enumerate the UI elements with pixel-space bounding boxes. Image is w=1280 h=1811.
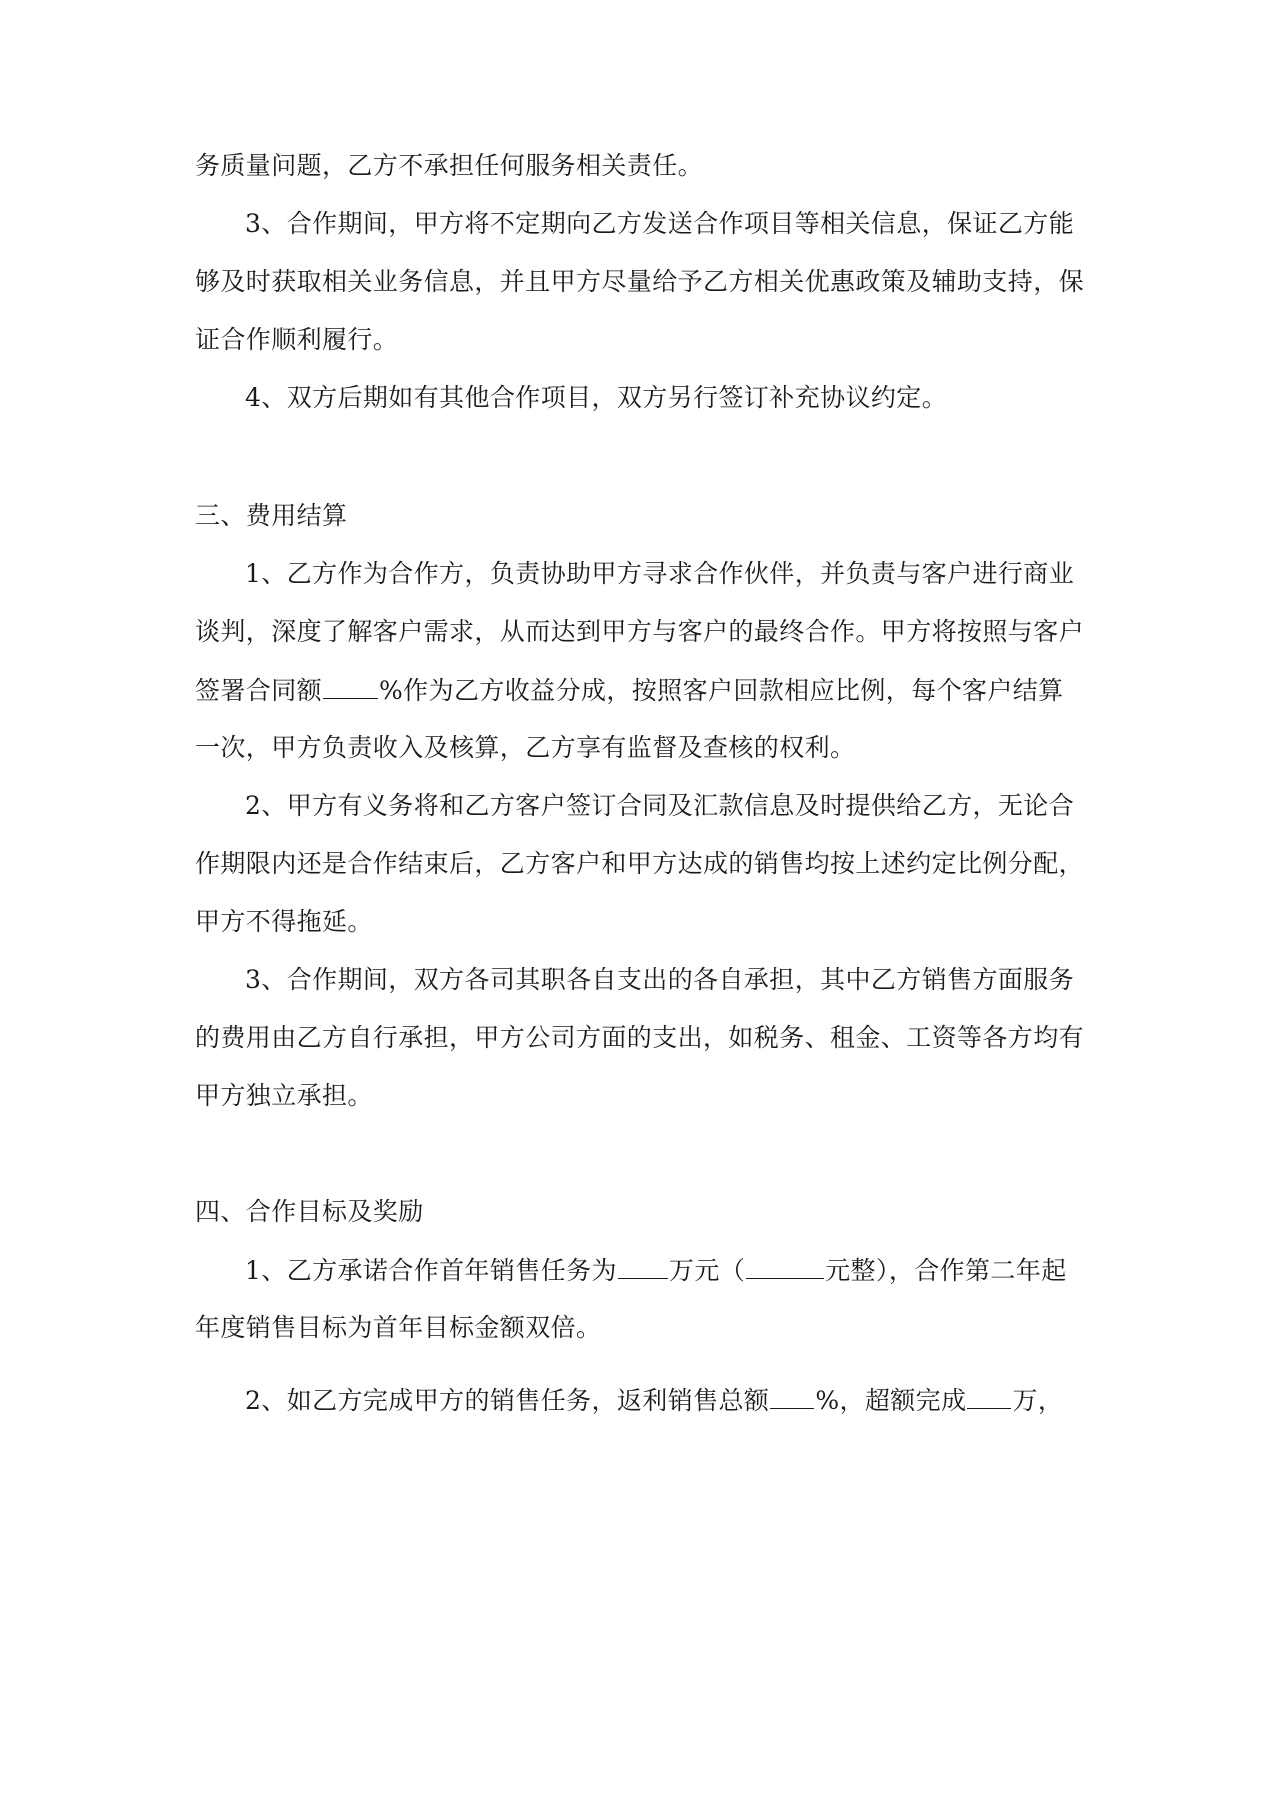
section2-item3-line3: 证合作顺利履行。 — [195, 325, 399, 354]
section3-item3-line3: 甲方独立承担。 — [195, 1081, 373, 1110]
section3-item2-line3: 甲方不得拖延。 — [195, 907, 373, 936]
section3-item1-line2: 谈判，深度了解客户需求，从而达到甲方与客户的最终合作。甲方将按照与客户 — [195, 617, 1085, 646]
section4-item1-line1 — [245, 1254, 1090, 1287]
section4-item2-text-b: %，超额完成 — [815, 1386, 967, 1415]
section2-item2-continuation: 务质量问题，乙方不承担任何服务相关责任。 — [195, 151, 704, 180]
section2-item3-line2: 够及时获取相关业务信息，并且甲方尽量给予乙方相关优惠政策及辅助支持，保 — [195, 267, 1085, 296]
revenue-share-percent-blank — [323, 674, 378, 699]
rebate-percent-blank — [770, 1384, 814, 1409]
section2-item4: 4、双方后期如有其他合作项目，双方另行签订补充协议约定。 — [245, 383, 948, 412]
excess-amount-blank — [967, 1384, 1011, 1409]
section3-item1-line1: 1、乙方作为合作方，负责协助甲方寻求合作伙伴，并负责与客户进行商业 — [245, 559, 1075, 588]
section4-item2-text-c: 万， — [1012, 1386, 1064, 1415]
section4-item1-text-a: 1、乙方承诺合作首年销售任务为 — [245, 1256, 617, 1285]
section3-item1-line3 — [195, 674, 1090, 707]
section3-item1-line4: 一次，甲方负责收入及核算，乙方享有监督及查核的权利。 — [195, 733, 856, 762]
section3-item2-line2: 作期限内还是合作结束后，乙方客户和甲方达成的销售均按上述约定比例分配， — [195, 849, 1085, 878]
section3-item1-line3-text-a: 签署合同额 — [195, 676, 323, 705]
sales-target-wan-blank — [618, 1254, 668, 1279]
section3-item2-line1: 2、甲方有义务将和乙方客户签订合同及汇款信息及时提供给乙方，无论合 — [245, 791, 1075, 820]
section4-item2-text-a: 2、如乙方完成甲方的销售任务，返利销售总额 — [245, 1386, 770, 1415]
section3-item3-line1: 3、合作期间，双方各司其职各自支出的各自承担，其中乙方销售方面服务 — [245, 965, 1075, 994]
section3-heading: 三、费用结算 — [195, 501, 348, 530]
section4-item1-text-c: 元整），合作第二年起 — [825, 1256, 1067, 1285]
section4-heading: 四、合作目标及奖励 — [195, 1197, 424, 1226]
sales-target-yuan-blank — [746, 1254, 824, 1279]
section3-item1-line3-text-b: %作为乙方收益分成，按照客户回款相应比例，每个客户结算 — [379, 676, 1064, 705]
section3-item3-line2: 的费用由乙方自行承担，甲方公司方面的支出，如税务、租金、工资等各方均有 — [195, 1023, 1085, 1052]
section2-item3-line1: 3、合作期间，甲方将不定期向乙方发送合作项目等相关信息，保证乙方能 — [245, 209, 1075, 238]
section4-item1-text-b: 万元（ — [668, 1256, 746, 1285]
section4-item1-line2: 年度销售目标为首年目标金额双倍。 — [195, 1313, 602, 1342]
section4-item2-line1 — [245, 1384, 1090, 1417]
